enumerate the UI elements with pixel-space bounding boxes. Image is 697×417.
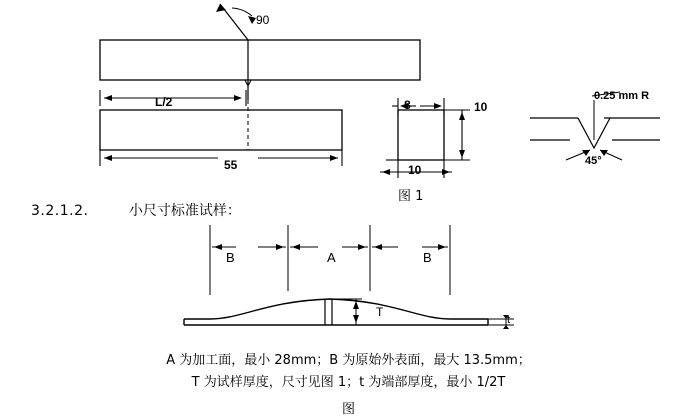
- figure2-label-thickness-T: T: [376, 305, 384, 319]
- figure1-depth-label: 10: [408, 163, 422, 177]
- figure1-total-length-label: 55: [224, 158, 238, 172]
- note-line-2: T 为试样厚度，尺寸见图 1；t 为端部厚度，最小 1/2T: [191, 375, 506, 390]
- section-heading: [31, 200, 241, 220]
- figure-2-drawing: [170, 225, 570, 350]
- section-title: 小尺寸标准试样：: [128, 203, 241, 219]
- figure1-caption: 图 1: [398, 189, 424, 204]
- note-line-cut-off: 图: [341, 402, 355, 417]
- note-line-1: A 为加工面，最小 28mm；B 为原始外表面，最大 13.5mm；: [166, 353, 531, 368]
- figure2-label-thickness-t: t: [507, 314, 511, 326]
- figure1-angle-label: 90: [256, 13, 270, 27]
- figure2-label-b-right: B: [423, 250, 432, 265]
- figure2-notes: [0, 350, 697, 394]
- figure1-half-length-label: L/2: [155, 95, 173, 109]
- figure2-label-b-left: B: [226, 250, 235, 265]
- figure1-notch-angle-label: 45°: [585, 155, 602, 167]
- figure2-label-a-center: A: [327, 250, 336, 265]
- figure1-radius-label: 0.25 mm R: [594, 90, 650, 102]
- figure1-width-label: 8: [404, 98, 411, 112]
- figure-1-drawing: [0, 0, 697, 200]
- figure1-height-label: 10: [474, 100, 488, 114]
- section-number: 3.2.1.2.: [31, 203, 89, 219]
